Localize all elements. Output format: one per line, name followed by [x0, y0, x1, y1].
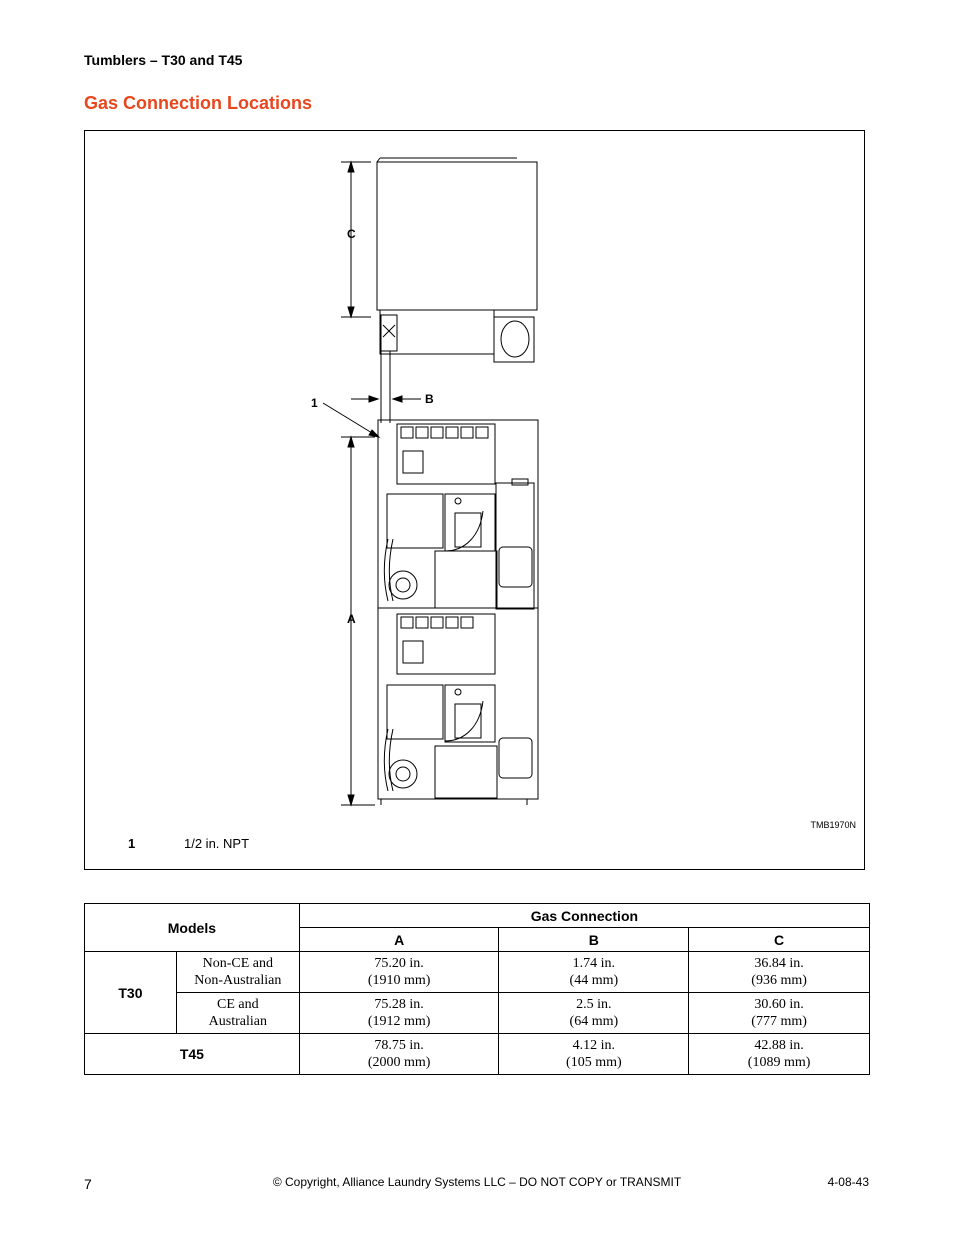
value-a: 75.20 in. (1910 mm) — [299, 952, 499, 993]
column-a-header: A — [299, 928, 499, 952]
value-b: 2.5 in. (64 mm) — [499, 993, 689, 1034]
value-b: 4.12 in. (105 mm) — [499, 1034, 689, 1075]
document-header: Tumblers – T30 and T45 — [84, 52, 243, 68]
value-b: 1.74 in. (44 mm) — [499, 952, 689, 993]
value-c: 42.88 in. (1089 mm) — [689, 1034, 870, 1075]
section-title: Gas Connection Locations — [84, 93, 313, 113]
gas-connection-header: Gas Connection — [299, 904, 869, 928]
model-t30: T30 — [85, 952, 177, 1034]
legend-text: 1/2 in. NPT — [184, 836, 250, 851]
table-row — [85, 1034, 870, 1075]
value-a: 75.28 in. (1912 mm) — [299, 993, 499, 1034]
value-c: 36.84 in. (936 mm) — [689, 952, 870, 993]
legend-number: 1 — [128, 836, 136, 851]
dimension-b-label: B — [425, 392, 434, 406]
dimension-c-label: C — [347, 227, 356, 241]
table-row — [85, 993, 870, 1034]
tumbler-side-view-drawing — [85, 131, 866, 871]
column-b-header: B — [499, 928, 689, 952]
model-t45: T45 — [85, 1034, 300, 1075]
copyright-notice: © Copyright, Alliance Laundry Systems LLC – DO NOT COPY or TRANSMIT — [272, 1175, 682, 1189]
gas-connection-figure — [84, 130, 865, 870]
variant-cell: Non-CE and Non-Australian — [176, 952, 299, 993]
value-c: 30.60 in. (777 mm) — [689, 993, 870, 1034]
dimension-a-label: A — [347, 612, 356, 626]
value-a: 78.75 in. (2000 mm) — [299, 1034, 499, 1075]
page-number: 7 — [84, 1176, 92, 1192]
table-row — [85, 952, 870, 993]
figure-code: TMB1970N — [810, 820, 856, 830]
callout-1-label: 1 — [311, 396, 318, 410]
column-c-header: C — [689, 928, 870, 952]
gas-connection-table — [84, 903, 870, 1075]
document-number: 4-08-43 — [827, 1175, 869, 1189]
models-header: Models — [85, 904, 300, 952]
variant-cell: CE and Australian — [176, 993, 299, 1034]
